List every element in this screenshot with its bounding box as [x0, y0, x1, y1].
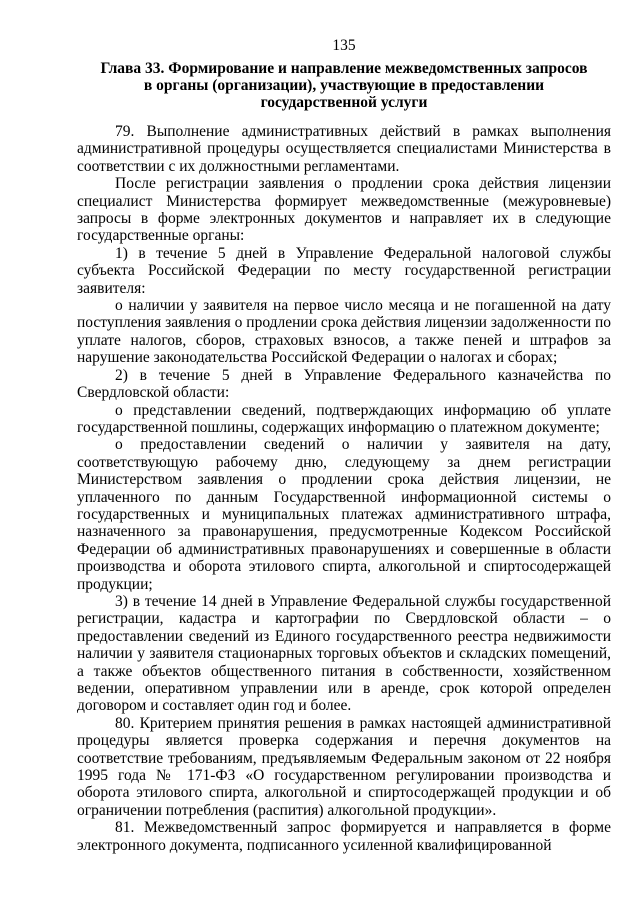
document-body	[77, 123, 611, 854]
paragraph: о наличии у заявителя на первое число месяца и не погашенной на дату поступления заявления о продлении срока действия лицензии задолженности по уплате налогов, сборов, страховых взносов, а также пеней и штрафов за нарушение законодательства Российской Федерации о налогах и сборах;	[77, 297, 611, 367]
chapter-title	[77, 60, 611, 111]
chapter-title-line: в органы (организации), участвующие в предоставлении	[143, 77, 545, 94]
document-page	[77, 36, 611, 854]
paragraph-81: 81. Межведомственный запрос формируется и направляется в форме электронного документа, подписанного усиленной квалифицированной	[77, 819, 611, 854]
list-item-3: 3) в течение 14 дней в Управление Федеральной службы государственной регистрации, кадастра и картографии по Свердловской области – о предоставлении сведений из Единого государственного реестра недвижимости наличии у заявителя стационарных торговых объектов и складских помещений, а также объектов общественного питания в собственности, хозяйственном ведении, оперативном управлении или в аренде, срок которой определен договором и составляет один год и более.	[77, 592, 611, 715]
paragraph-79: 79. Выполнение административных действий в рамках выполнения административной процедуры осуществляется специалистами Министерства в соответствии с их должностными регламентами.	[77, 123, 611, 175]
chapter-title-line: Глава 33. Формирование и направление межведомственных запросов	[100, 60, 588, 77]
page-number: 135	[332, 37, 356, 54]
chapter-title-line: государственной услуги	[260, 94, 428, 111]
paragraph: После регистрации заявления о продлении срока действия лицензии специалист Министерства формирует межведомственные (межуровневые) запросы в форме электронных документов и направляет их в следующие государственные органы:	[77, 175, 611, 245]
paragraph: о предоставлении сведений о наличии у заявителя на дату, соответствующую рабочему дню, следующему за днем регистрации Министерством заявления о продлении срока действия лицензии, не уплаченного по данным Государственной информационной системы о государственных и муниципальных платежах административного штрафа, назначенного за правонарушения, предусмотренные Кодексом Российской Федерации об административных правонарушениях и совершенные в области производства и оборота этилового спирта, алкогольной и спиртосодержащей продукции;	[77, 436, 611, 593]
list-item-1: 1) в течение 5 дней в Управление Федеральной налоговой службы субъекта Российской Федерации по месту государственной регистрации заявителя:	[77, 244, 611, 297]
list-item-2: 2) в течение 5 дней в Управление Федерального казначейства по Свердловской области:	[77, 366, 611, 402]
paragraph-80: 80. Критерием принятия решения в рамках настоящей административной процедуры является проверка содержания и перечня документов на соответствие требованиям, предъявляемым Федеральным законом от 22 ноября 1995 года № 171-ФЗ «О государственном регулировании производства и оборота этилового спирта, алкогольной и спиртосодержащей продукции и об ограничении потребления (распития) алкогольной продукции».	[77, 714, 611, 819]
paragraph: о представлении сведений, подтверждающих информацию об уплате государственной пошлины, содержащих информацию о платежном документе;	[77, 401, 611, 436]
